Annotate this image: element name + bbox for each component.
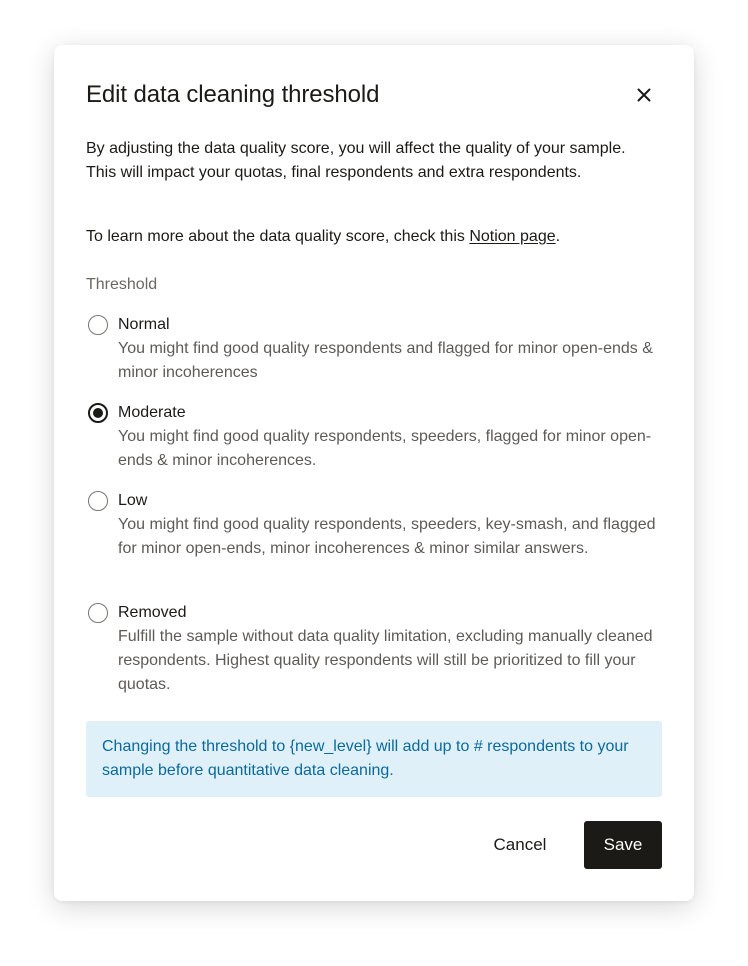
notion-page-link[interactable]: Notion page (469, 228, 556, 245)
option-description: You might find good quality respondents, speeders, flagged for minor open-ends & minor incoherences. (118, 428, 652, 469)
option-description: Fulfill the sample without data quality limitation, excluding manually cleaned respondents. Highest quality respondents will still be prioritized to fill your quotas. (118, 628, 653, 693)
dialog-description: By adjusting the data quality score, you will affect the quality of your sample. This will impact your quotas, final respondents and extra respondents. (86, 140, 626, 181)
option-label: Removed (118, 604, 187, 621)
radio-moderate[interactable] (88, 403, 108, 423)
radio-low[interactable] (88, 491, 108, 511)
option-label: Normal (118, 316, 170, 333)
option-description: You might find good quality respondents, speeders, key-smash, and flagged for minor open-ends, minor incoherences & minor similar answers. (118, 516, 656, 557)
save-button[interactable]: Save (584, 821, 662, 869)
close-icon (632, 83, 656, 107)
option-label: Moderate (118, 404, 186, 421)
learn-more-text (86, 225, 662, 249)
close-button[interactable] (632, 83, 656, 107)
info-banner: Changing the threshold to {new_level} will add up to # respondents to your sample before quantitative data cleaning. (86, 721, 662, 797)
radio-normal[interactable] (88, 315, 108, 335)
threshold-option-low[interactable] (86, 489, 666, 585)
threshold-option-normal[interactable] (86, 313, 666, 385)
option-description: You might find good quality respondents and flagged for minor open-ends & minor incoherences (118, 340, 653, 381)
threshold-label: Threshold (86, 276, 158, 293)
radio-removed[interactable] (88, 603, 108, 623)
dialog-title: Edit data cleaning threshold (86, 81, 380, 108)
option-label: Low (118, 492, 148, 509)
cancel-button[interactable]: Cancel (478, 821, 562, 869)
learn-more-suffix: . (555, 228, 561, 245)
edit-threshold-dialog (54, 45, 694, 901)
threshold-option-moderate[interactable] (86, 401, 666, 473)
learn-more-prefix: To learn more about the data quality score, check this (86, 228, 470, 245)
threshold-option-removed[interactable] (86, 601, 666, 697)
